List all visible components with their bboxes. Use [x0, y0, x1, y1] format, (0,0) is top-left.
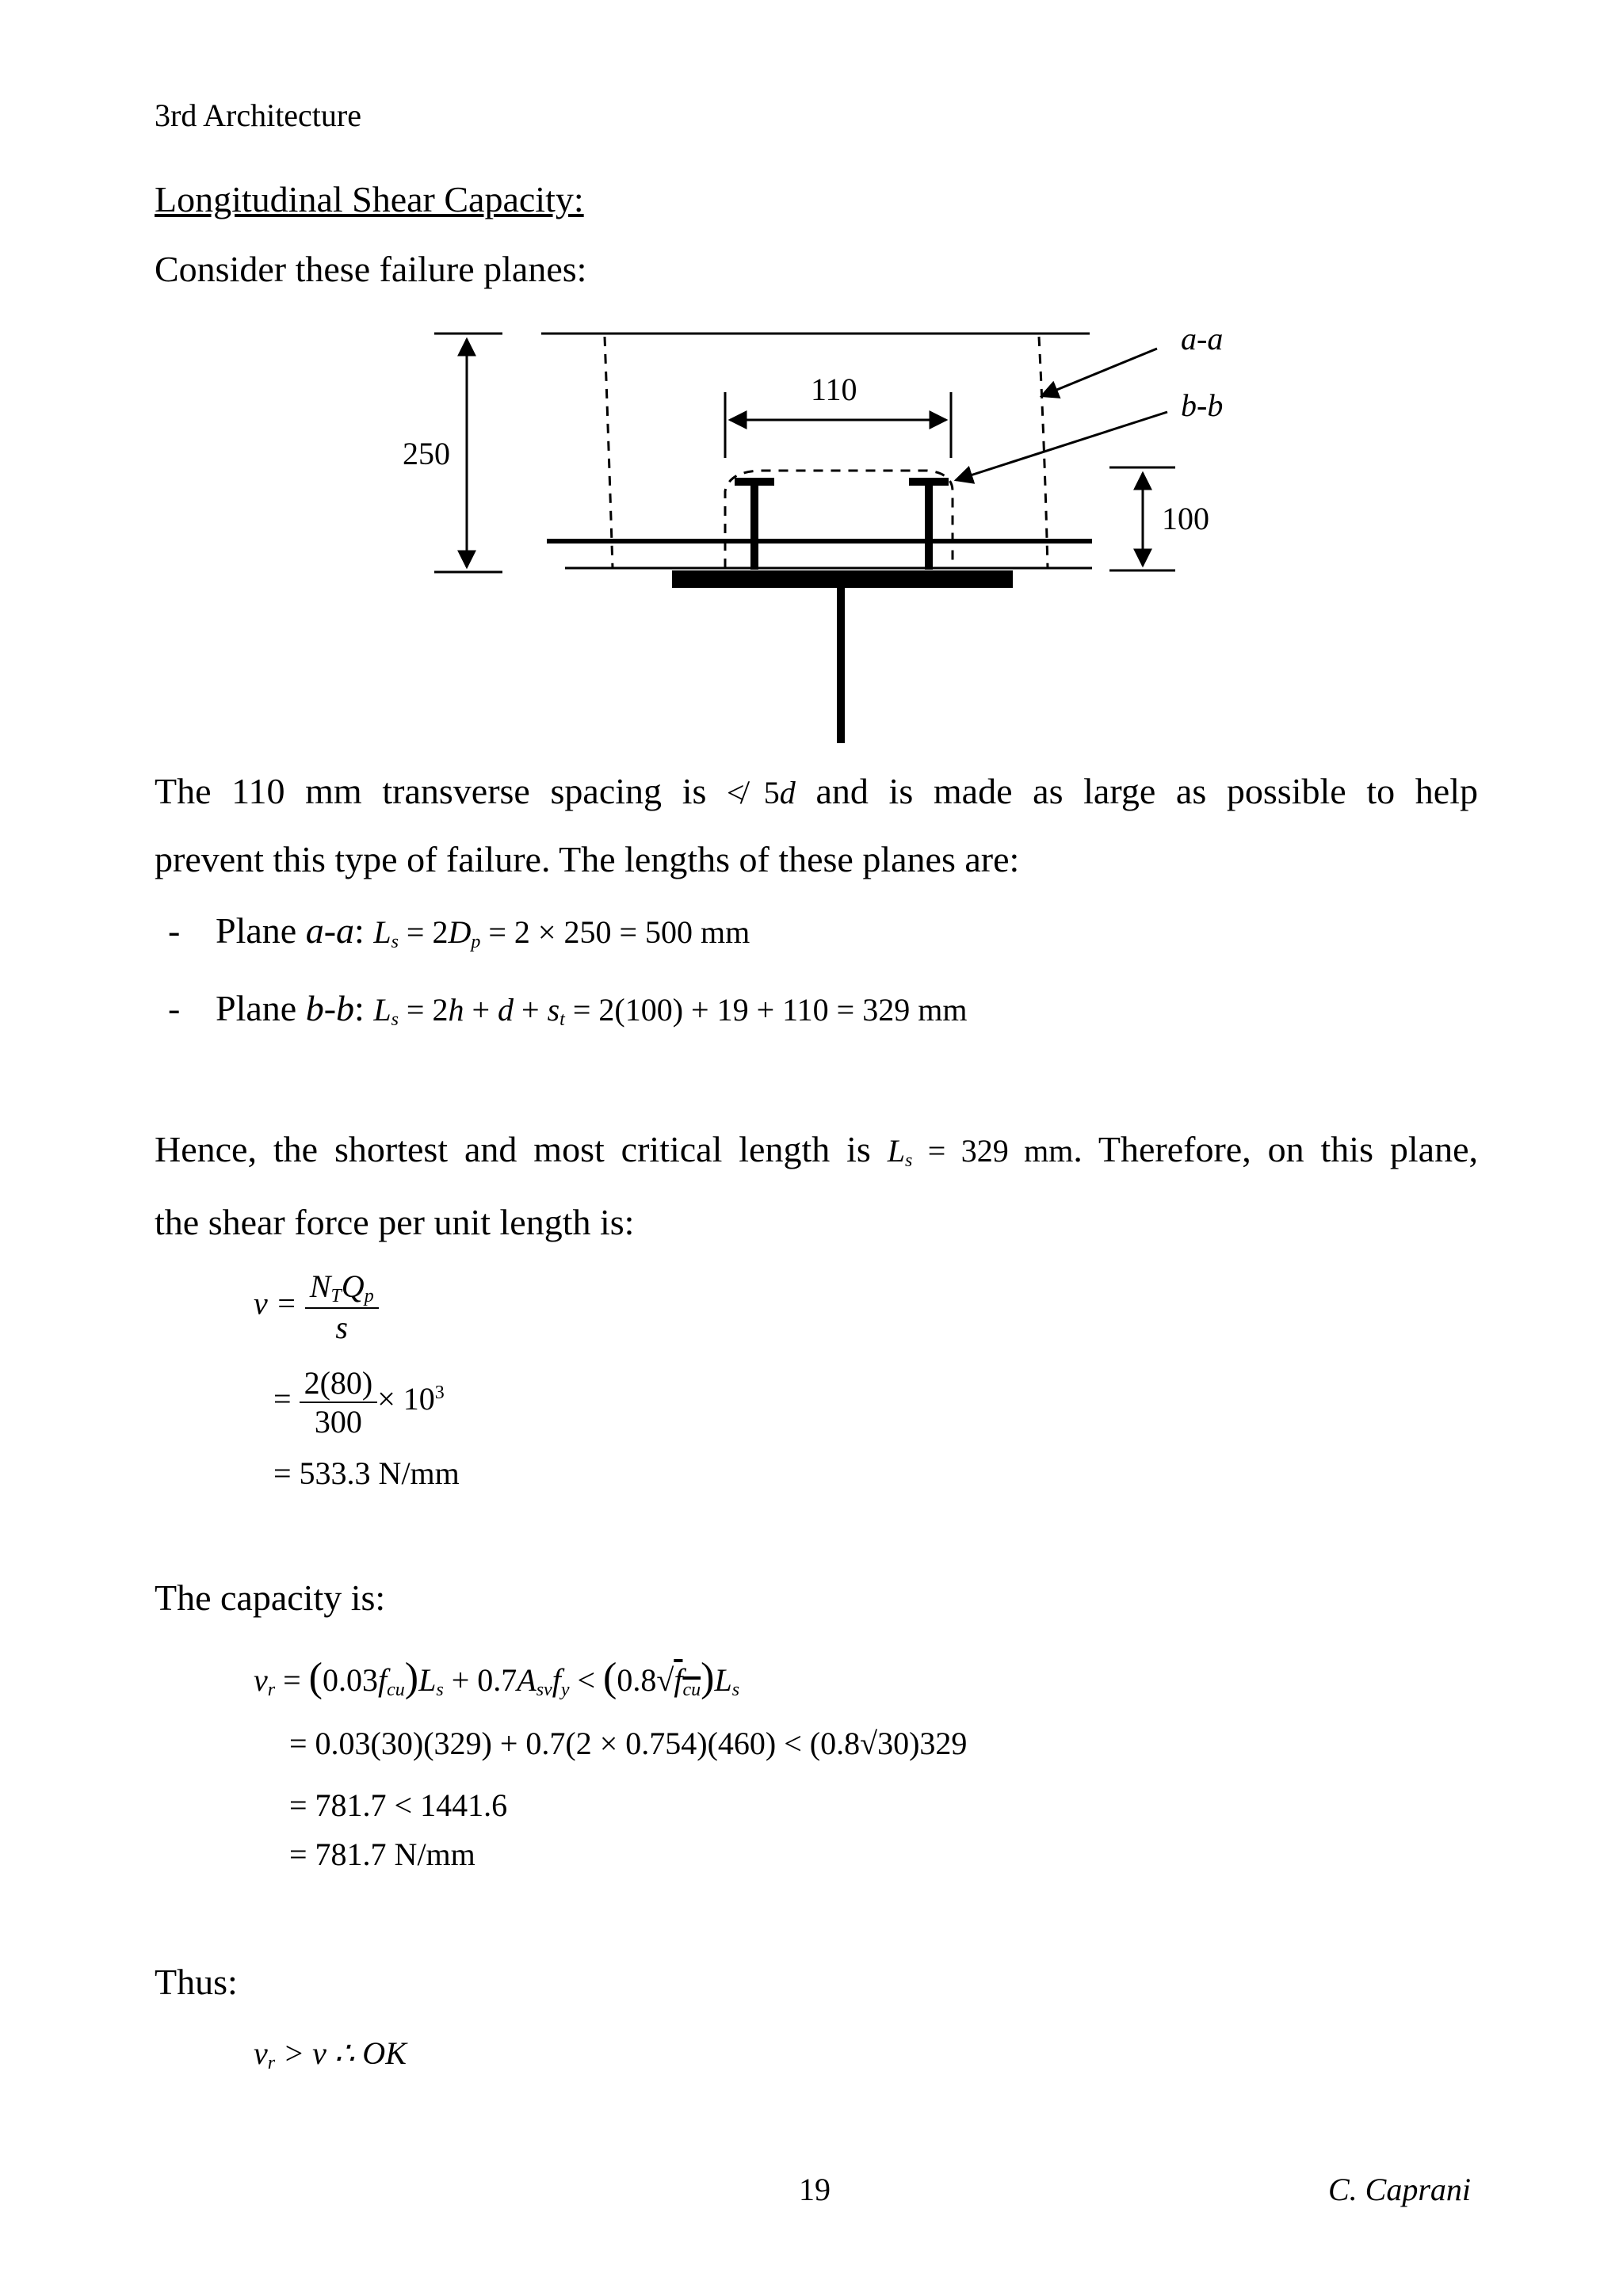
spacing-paragraph-line1: The 110 mm transverse spacing is ≮ 5d and is made as large as possible to help — [155, 771, 1478, 811]
capacity-step3: = 781.7 < 1441.6 — [289, 1787, 508, 1823]
capacity-equation: $v_r = (0.03f_{cu})L_s + 0.7A_{sv}f_y < (0.8√f_{cu})L_s$ — [254, 1655, 740, 1700]
capacity-intro: The capacity is: — [155, 1577, 386, 1618]
plane-aa-left — [605, 337, 613, 568]
hence-paragraph-line1: Hence, the shortest and most critical length is $L_s = 329$ mm. Therefore, on this plane, — [155, 1129, 1478, 1171]
leader-bb — [956, 412, 1167, 480]
thus-text: Thus: — [155, 1962, 238, 2002]
spacing-paragraph-line2: prevent this type of failure. The lengths of these planes are: — [155, 839, 1020, 879]
intro-text: Consider these failure planes: — [155, 249, 587, 289]
plane-bb-bullet: - — [168, 988, 181, 1028]
failure-planes-figure — [0, 0, 1623, 761]
plane-aa-line: Plane a-a: $L_s = 2D_p = 2 \times 250 = 500$ mm — [216, 910, 750, 952]
shear-stud-left — [750, 481, 758, 570]
running-header: 3rd Architecture — [155, 97, 361, 133]
plane-aa-bullet: - — [168, 910, 181, 951]
author-name: C. Caprani — [1328, 2172, 1472, 2207]
hence-paragraph-line2: the shear force per unit length is: — [155, 1202, 635, 1242]
shear-force-equation: v = $\frac{N_TQ_p}{s}$ — [254, 1268, 379, 1346]
dim-100-label: 100 — [1162, 501, 1209, 536]
shear-stud-right — [925, 481, 933, 570]
check-equation: $v_r > v$ ∴ OK — [254, 2035, 407, 2073]
plane-bb-line: Plane b-b: $L_s = 2h + d + s_t = 2(100) + 19 + 110 = 329$ mm — [216, 988, 968, 1030]
capacity-step2: = 0.03(30)(329) + 0.7(2 × 0.754)(460) < (0.8√30)329 — [289, 1726, 968, 1761]
steel-flange — [672, 570, 1013, 588]
label-plane-aa: a-a — [1181, 321, 1224, 357]
label-plane-bb: b-b — [1181, 387, 1224, 423]
stud-head-right — [909, 478, 949, 486]
dim-110-label: 110 — [811, 372, 857, 407]
shear-force-result: = 533.3 N/mm — [273, 1455, 460, 1491]
dim-250-label: 250 — [403, 436, 450, 471]
leader-aa — [1041, 349, 1157, 396]
capacity-result: = 781.7 N/mm — [289, 1836, 475, 1872]
steel-web — [837, 586, 845, 743]
section-heading: Longitudinal Shear Capacity: — [155, 179, 584, 219]
page-number: 19 — [799, 2172, 831, 2207]
stud-head-left — [735, 478, 774, 486]
shear-force-step2: = $\frac{2(80)}{300}$ × $10^3$ — [273, 1365, 445, 1440]
